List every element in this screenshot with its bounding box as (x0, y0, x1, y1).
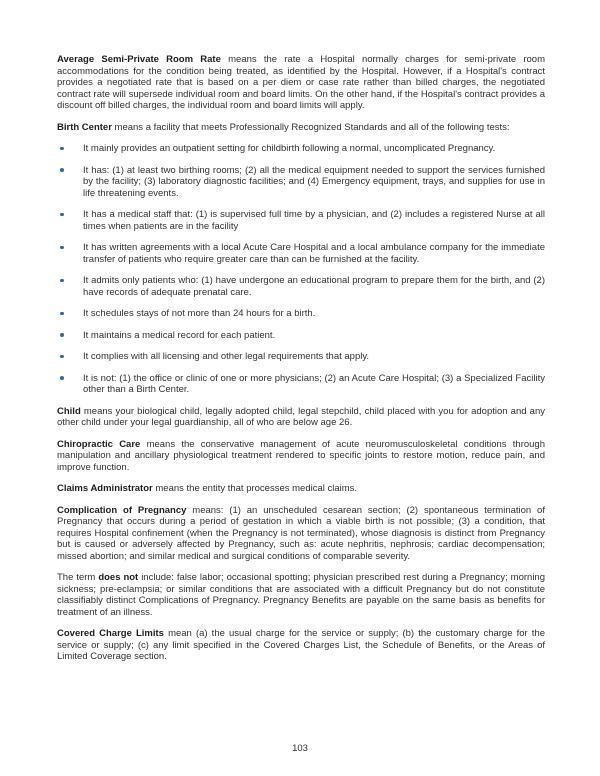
list-item-text: It mainly provides an outpatient setting for childbirth following a normal, uncomplicated Pregnancy. (83, 143, 496, 154)
definition-text: mean (a) the usual charge for the service or supply; (b) the customary charge for the service or supply; (c) any limit specified in the Covered Charges List, the Schedule of Benefits, or the Areas of Limited Coverage section. (57, 628, 546, 662)
definition-complication-of-pregnancy (57, 505, 545, 563)
term-birth-center: Birth Center (57, 121, 112, 133)
definition-text: means the rate a Hospital normally charges for semi-private room accommodations for the condition being treated, as identified by the Hospital. However, if a Hospital's contract provides a negotiated rate that is based on a per diem or case rate rather than billed charges, the negotiated contract rate will supersede individual room and board limits. On the other hand, if the Hospital's contract provides a discount off billed charges, the individual room and board limits will apply. (57, 54, 546, 111)
page-number: 103 (292, 742, 308, 754)
definition-text: means a facility that meets Professionally Recognized Standards and all of the following tests: (114, 121, 510, 133)
bullet-icon (60, 312, 64, 316)
list-item (57, 209, 545, 232)
bullet-icon (60, 213, 64, 217)
definition-text: means the entity that processes medical claims. (155, 483, 358, 494)
list-item (57, 351, 545, 363)
list-item (57, 308, 545, 320)
bullet-icon (60, 333, 64, 337)
bullet-icon (60, 355, 64, 359)
list-item (57, 242, 545, 265)
paragraph-text-pre: The term (57, 572, 96, 583)
term-child: Child (57, 405, 81, 417)
list-item-text: It maintains a medical record for each patient. (83, 329, 276, 341)
bullet-icon (60, 168, 64, 172)
list-item-text: It has written agreements with a local Acute Care Hospital and a local ambulance company for the immediate transfer of patients who require greater care than can be furnished at the facility. (83, 242, 545, 265)
definition-average-semi-private-room-rate (57, 54, 545, 112)
birth-center-tests-list (57, 143, 545, 396)
term-complication-of-pregnancy: Complication of Pregnancy (57, 504, 187, 516)
list-item-text: It is not: (1) the office or clinic of one or more physicians; (2) an Acute Care Hospital; (3) a Specialized Facility other than a Birth Center. (83, 372, 545, 395)
bullet-icon (60, 147, 64, 151)
term-average-semi-private-room-rate: Average Semi-Private Room Rate (57, 54, 221, 65)
paragraph-term-exclusions (57, 572, 545, 618)
list-item (57, 330, 545, 342)
list-item (57, 143, 545, 155)
emphasis-does-not: does not (98, 572, 139, 583)
definition-text: means the conservative management of acute neuromusculoskeletal conditions through manipulation and ancillary physiological treatment rendered to specific joints to restore motion, reduce pain, and improve function. (57, 438, 546, 473)
list-item (57, 275, 545, 298)
list-item-text: It admits only patients who: (1) have undergone an educational program to prepare them for the birth, and (2) have records of adequate prenatal care. (83, 275, 545, 298)
term-chiropractic-care: Chiropractic Care (57, 438, 141, 450)
list-item-text: It schedules stays of not more than 24 hours for a birth. (83, 308, 316, 319)
list-item-text: It has a medical staff that: (1) is supervised full time by a physician, and (2) includes a registered Nurse at all times when patients are in the facility (83, 209, 545, 232)
term-covered-charge-limits: Covered Charge Limits (57, 628, 164, 639)
list-item (57, 373, 545, 396)
definition-text: means your biological child, legally adopted child, legal stepchild, child placed with you for adoption and any other child under your legal guardianship, all of who are below age 26. (57, 405, 545, 428)
definition-covered-charge-limits (57, 628, 545, 663)
bullet-icon (60, 376, 64, 380)
paragraph-text: include: false labor; occasional spotting; physician prescribed rest during a Pregnancy; morning sickness; pre-eclampsia; or similar conditions that are associated with a difficult Pregnancy but do not constitute classifiably distinct Complications of Pregnancy. Pregnancy Benefits are payable on the same basis as benefits for treatment of an illness. (57, 572, 546, 618)
definition-text: means: (1) an unscheduled cesarean section; (2) spontaneous termination of Pregnancy that occurs during a period of gestation in which a viable birth is not possible; (3) a condition, that requires Hospital confinement (when the Pregnancy is not terminated), whose diagnosis is distinct from Pregnancy but is caused or adversely affected by Pregnancy, such as: acute nephritis, nephrosis; cardiac decompensation; missed abortion; and similar medical and surgical conditions of comparable severity. (57, 504, 545, 562)
list-item (57, 165, 545, 200)
list-item-text: It complies with all licensing and other legal requirements that apply. (83, 351, 370, 362)
list-item-text: It has: (1) at least two birthing rooms; (2) all the medical equipment needed to support the services furnished by the facility; (3) laboratory diagnostic facilities; and (4) Emergency equipment, trays, and supplies for use in life threatening events. (83, 164, 545, 199)
bullet-icon (60, 246, 64, 250)
definition-chiropractic-care (57, 439, 545, 474)
bullet-icon (60, 279, 64, 283)
definition-child (57, 406, 545, 429)
term-claims-administrator: Claims Administrator (57, 483, 153, 494)
definition-claims-administrator (57, 483, 545, 495)
definition-birth-center (57, 122, 545, 134)
